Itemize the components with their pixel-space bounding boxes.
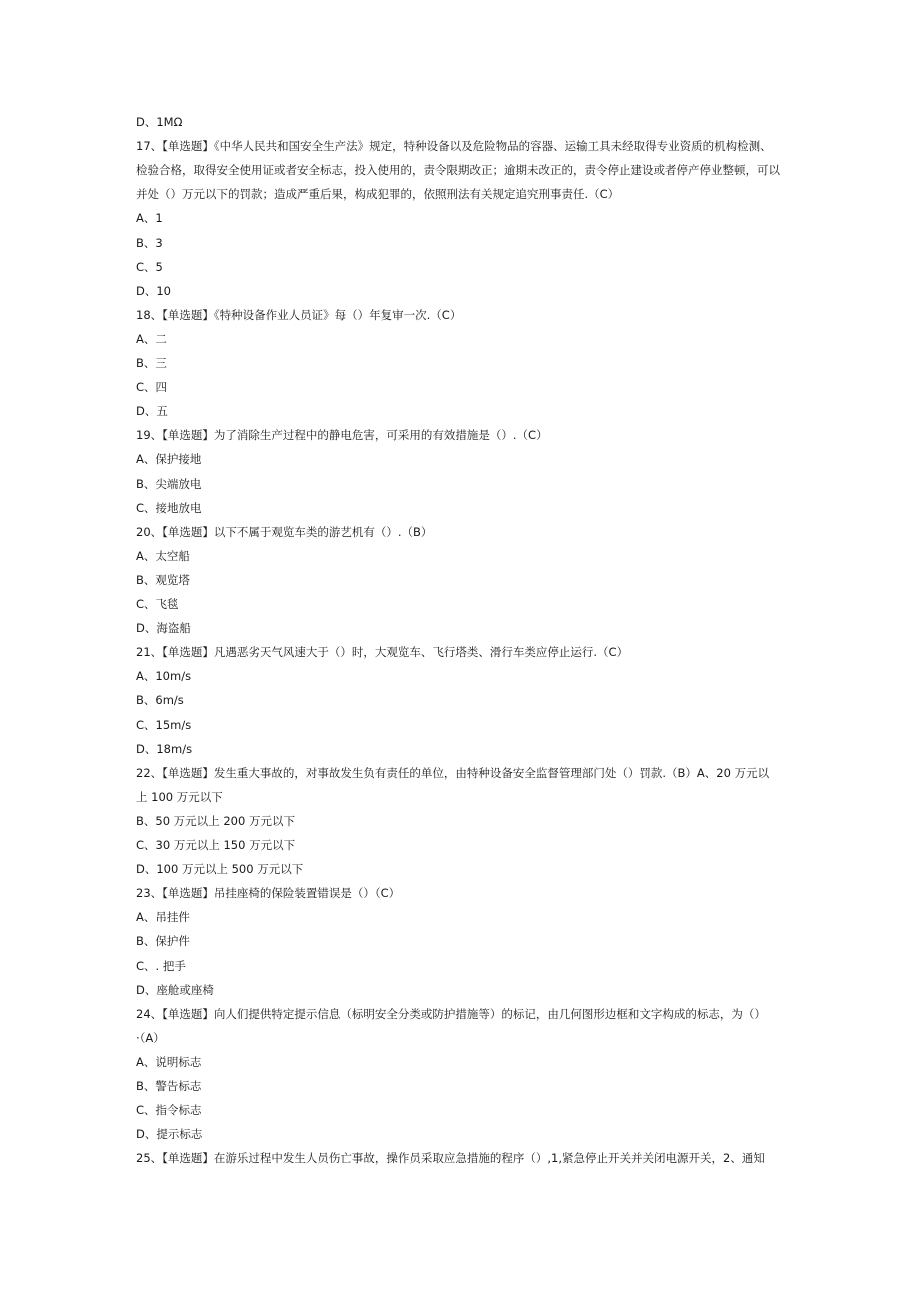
text-line: 21、【单选题】凡遇恶劣天气风速大于（）时，大观览车、飞行塔类、滑行车类应停止运行.（C） — [136, 645, 629, 659]
text-line: C、接地放电 — [136, 501, 202, 515]
text-line: D、海盗船 — [136, 621, 191, 635]
text-line: B、6m∕s — [136, 693, 184, 707]
text-line: A、太空船 — [136, 549, 190, 563]
text-line: B、保护件 — [136, 934, 190, 948]
text-line: 25、【单选题】在游乐过程中发生人员伤亡事故，操作员采取应急措施的程序（）,1,紧急停止开关并关闭电源开关，2、通知 — [136, 1151, 765, 1165]
text-line: A、说明标志 — [136, 1055, 202, 1069]
text-line: 24、【单选题】向人们提供特定提示信息（标明安全分类或防护措施等）的标记，由几何图形边框和文字构成的标志，为（） — [136, 1007, 766, 1021]
text-line: ·（A） — [136, 1031, 165, 1045]
text-line: A、吊挂件 — [136, 910, 190, 924]
text-line: A、10m∕s — [136, 669, 192, 683]
text-line: B、3 — [136, 236, 163, 250]
text-line: 22、【单选题】发生重大事故的，对事故发生负有责任的单位，由特种设备安全监督管理部门处（）罚款.（B）A、20 万元以 — [136, 766, 770, 780]
text-line: B、尖端放电 — [136, 477, 202, 491]
text-line: 19、【单选题】为了消除生产过程中的静电危害，可采用的有效措施是（）.（C） — [136, 428, 548, 442]
text-line: D、10 — [136, 284, 171, 298]
text-line: B、三 — [136, 356, 167, 370]
text-line: A、保护接地 — [136, 452, 202, 466]
text-line: D、座舱或座椅 — [136, 983, 214, 997]
text-line: C、. 把手 — [136, 959, 186, 973]
text-line: 23、【单选题】吊挂座椅的保险装置错误是（）（C） — [136, 886, 401, 900]
text-line: C、指令标志 — [136, 1103, 202, 1117]
text-line: D、1MΩ — [136, 115, 183, 129]
text-line: C、5 — [136, 260, 163, 274]
text-line: 20、【单选题】以下不属于观览车类的游艺机有（）.（B） — [136, 525, 433, 539]
text-line: 17、【单选题】《中华人民共和国安全生产法》规定，特种设备以及危险物品的容器、运输工具未经取得专业资质的机构检测、 — [136, 139, 772, 153]
text-line: A、二 — [136, 332, 167, 346]
text-line: A、1 — [136, 211, 163, 225]
text-line: D、五 — [136, 404, 168, 418]
text-line: D、提示标志 — [136, 1127, 203, 1141]
text-line: 18、【单选题】《特种设备作业人员证》每（）年复审一次.（C） — [136, 308, 462, 322]
text-line: 并处（）万元以下的罚款；造成严重后果，构成犯罪的，依照刑法有关规定追究刑事责任.（C） — [136, 187, 620, 201]
text-line: C、四 — [136, 380, 168, 394]
text-line: D、100 万元以上 500 万元以下 — [136, 862, 304, 876]
text-line: C、15m∕s — [136, 718, 192, 732]
text-line: C、30 万元以上 150 万元以下 — [136, 838, 296, 852]
text-line: C、飞毯 — [136, 597, 179, 611]
text-line: D、18m∕s — [136, 742, 193, 756]
text-line: B、50 万元以上 200 万元以下 — [136, 814, 295, 828]
text-line: B、观览塔 — [136, 573, 190, 587]
text-line: B、警告标志 — [136, 1079, 202, 1093]
text-line: 上 100 万元以下 — [136, 790, 223, 804]
text-line: 检验合格，取得安全使用证或者安全标志，投入使用的，责令限期改正；逾期未改正的，责令停止建设或者停产停业整顿，可以 — [136, 163, 780, 177]
